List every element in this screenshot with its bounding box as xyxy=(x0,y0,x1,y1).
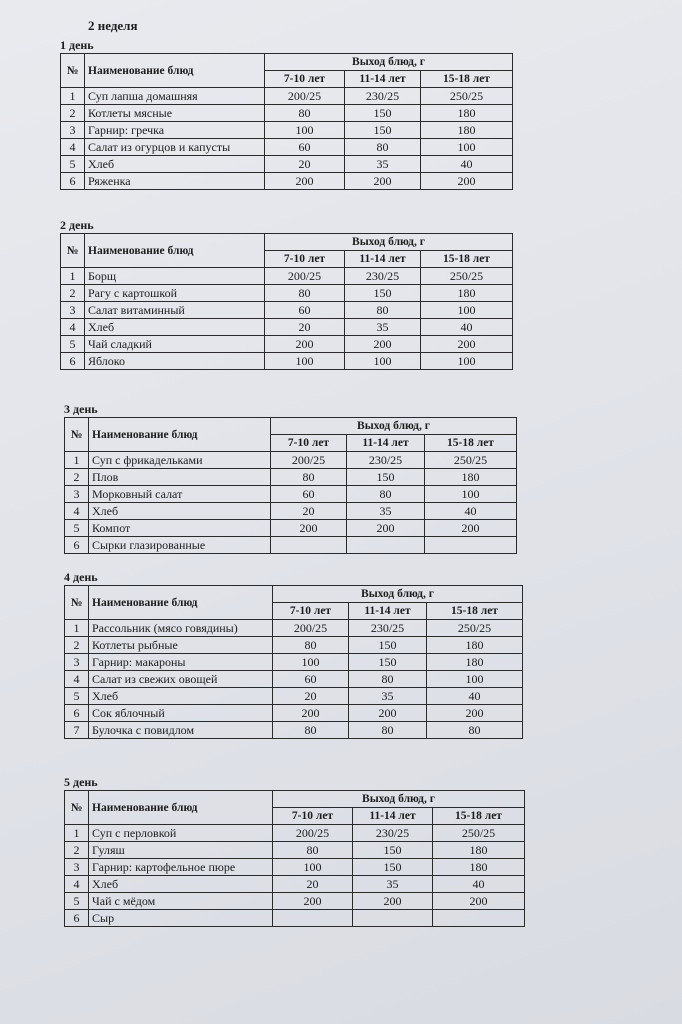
row-number: 2 xyxy=(65,637,89,654)
header-num: № xyxy=(65,586,89,620)
table-row xyxy=(61,336,513,353)
table-row xyxy=(61,319,513,336)
portion-11-14: 100 xyxy=(345,353,421,370)
portion-11-14: 230/25 xyxy=(345,88,421,105)
portion-11-14: 150 xyxy=(349,637,427,654)
portion-11-14: 230/25 xyxy=(353,825,433,842)
row-number: 3 xyxy=(61,302,85,319)
portion-7-10: 100 xyxy=(265,122,345,139)
header-output: Выход блюд, г xyxy=(271,418,517,435)
table-row xyxy=(65,637,523,654)
row-number: 4 xyxy=(65,876,89,893)
portion-15-18: 40 xyxy=(421,319,513,336)
table-row xyxy=(65,520,517,537)
portion-11-14: 35 xyxy=(353,876,433,893)
dish-name: Гарнир: картофельное пюре xyxy=(89,859,273,876)
header-age-11-14: 11-14 лет xyxy=(345,71,421,88)
row-number: 1 xyxy=(61,268,85,285)
table-row xyxy=(65,537,517,554)
portion-15-18: 200 xyxy=(425,520,517,537)
menu-table xyxy=(60,53,513,190)
header-age-15-18: 15-18 лет xyxy=(433,808,525,825)
row-number: 5 xyxy=(65,520,89,537)
portion-7-10: 100 xyxy=(265,353,345,370)
header-row xyxy=(65,418,517,435)
portion-15-18: 200 xyxy=(421,336,513,353)
portion-15-18: 100 xyxy=(427,671,523,688)
portion-15-18 xyxy=(425,537,517,554)
portion-7-10: 200/25 xyxy=(273,620,349,637)
menu-table xyxy=(60,233,513,370)
header-name: Наименование блюд xyxy=(89,791,273,825)
dish-name: Суп с фрикадельками xyxy=(89,452,271,469)
portion-11-14: 150 xyxy=(345,285,421,302)
portion-7-10: 200 xyxy=(271,520,347,537)
portion-15-18: 250/25 xyxy=(427,620,523,637)
dish-name: Хлеб xyxy=(85,319,265,336)
dish-name: Сыр xyxy=(89,910,273,927)
table-row xyxy=(65,620,523,637)
row-number: 1 xyxy=(65,452,89,469)
header-output: Выход блюд, г xyxy=(265,234,513,251)
table-row xyxy=(61,285,513,302)
portion-7-10: 80 xyxy=(273,637,349,654)
dish-name: Салат из свежих овощей xyxy=(89,671,273,688)
dish-name: Чай сладкий xyxy=(85,336,265,353)
portion-7-10: 200/25 xyxy=(271,452,347,469)
portion-15-18: 200 xyxy=(427,705,523,722)
portion-11-14: 80 xyxy=(345,302,421,319)
day-section xyxy=(64,775,525,927)
portion-15-18 xyxy=(433,910,525,927)
day-title: 2 день xyxy=(60,218,94,232)
portion-11-14: 200 xyxy=(353,893,433,910)
header-age-7-10: 7-10 лет xyxy=(265,251,345,268)
portion-7-10: 60 xyxy=(271,486,347,503)
header-num: № xyxy=(61,54,85,88)
portion-15-18: 40 xyxy=(425,503,517,520)
portion-15-18: 40 xyxy=(427,688,523,705)
portion-11-14: 150 xyxy=(353,842,433,859)
portion-15-18: 180 xyxy=(425,469,517,486)
header-output: Выход блюд, г xyxy=(265,54,513,71)
dish-name: Плов xyxy=(89,469,271,486)
portion-7-10: 200 xyxy=(273,893,353,910)
header-row xyxy=(61,54,513,71)
table-row xyxy=(61,105,513,122)
portion-11-14: 230/25 xyxy=(347,452,425,469)
portion-11-14: 200 xyxy=(349,705,427,722)
header-name: Наименование блюд xyxy=(89,586,273,620)
day-section xyxy=(60,218,513,370)
portion-11-14: 80 xyxy=(347,486,425,503)
portion-15-18: 200 xyxy=(433,893,525,910)
row-number: 4 xyxy=(61,139,85,156)
table-row xyxy=(65,893,525,910)
header-row xyxy=(65,586,523,603)
table-row xyxy=(65,722,523,739)
row-number: 3 xyxy=(65,859,89,876)
day-section xyxy=(64,402,517,554)
portion-11-14: 80 xyxy=(345,139,421,156)
table-row xyxy=(61,88,513,105)
menu-table xyxy=(64,417,517,554)
header-age-15-18: 15-18 лет xyxy=(427,603,523,620)
dish-name: Гарнир: макароны xyxy=(89,654,273,671)
table-row xyxy=(65,671,523,688)
portion-15-18: 180 xyxy=(433,842,525,859)
header-age-11-14: 11-14 лет xyxy=(345,251,421,268)
dish-name: Рагу с картошкой xyxy=(85,285,265,302)
portion-11-14: 150 xyxy=(347,469,425,486)
table-row xyxy=(61,353,513,370)
row-number: 2 xyxy=(65,842,89,859)
menu-table xyxy=(64,585,523,739)
menu-table xyxy=(64,790,525,927)
row-number: 5 xyxy=(61,336,85,353)
row-number: 4 xyxy=(65,671,89,688)
portion-15-18: 180 xyxy=(421,285,513,302)
row-number: 2 xyxy=(61,285,85,302)
row-number: 6 xyxy=(65,910,89,927)
portion-15-18: 250/25 xyxy=(425,452,517,469)
portion-7-10: 60 xyxy=(273,671,349,688)
header-num: № xyxy=(61,234,85,268)
dish-name: Чай с мёдом xyxy=(89,893,273,910)
row-number: 5 xyxy=(61,156,85,173)
dish-name: Хлеб xyxy=(85,156,265,173)
portion-15-18: 250/25 xyxy=(421,88,513,105)
portion-15-18: 180 xyxy=(427,637,523,654)
day-title: 1 день xyxy=(60,38,94,52)
dish-name: Борщ xyxy=(85,268,265,285)
dish-name: Котлеты мясные xyxy=(85,105,265,122)
dish-name: Суп с перловкой xyxy=(89,825,273,842)
portion-11-14: 200 xyxy=(345,173,421,190)
header-name: Наименование блюд xyxy=(85,234,265,268)
portion-15-18: 250/25 xyxy=(421,268,513,285)
portion-7-10: 20 xyxy=(265,156,345,173)
dish-name: Хлеб xyxy=(89,876,273,893)
dish-name: Сырки глазированные xyxy=(89,537,271,554)
row-number: 1 xyxy=(65,620,89,637)
row-number: 6 xyxy=(65,537,89,554)
dish-name: Котлеты рыбные xyxy=(89,637,273,654)
header-age-15-18: 15-18 лет xyxy=(421,71,513,88)
portion-15-18: 100 xyxy=(421,302,513,319)
row-number: 7 xyxy=(65,722,89,739)
portion-15-18: 180 xyxy=(421,105,513,122)
dish-name: Хлеб xyxy=(89,688,273,705)
header-age-11-14: 11-14 лет xyxy=(347,435,425,452)
portion-11-14: 35 xyxy=(345,319,421,336)
day-section xyxy=(60,38,513,190)
table-row xyxy=(61,268,513,285)
portion-7-10: 60 xyxy=(265,302,345,319)
header-row xyxy=(65,791,525,808)
header-name: Наименование блюд xyxy=(85,54,265,88)
portion-7-10: 80 xyxy=(265,105,345,122)
header-num: № xyxy=(65,418,89,452)
portion-7-10: 200/25 xyxy=(265,268,345,285)
portion-15-18: 200 xyxy=(421,173,513,190)
header-row xyxy=(61,234,513,251)
table-row xyxy=(65,859,525,876)
row-number: 3 xyxy=(65,486,89,503)
portion-7-10: 20 xyxy=(273,876,353,893)
portion-7-10: 60 xyxy=(265,139,345,156)
portion-7-10: 200/25 xyxy=(265,88,345,105)
portion-7-10: 100 xyxy=(273,859,353,876)
portion-7-10: 80 xyxy=(271,469,347,486)
table-row xyxy=(65,842,525,859)
portion-7-10: 80 xyxy=(265,285,345,302)
portion-7-10: 80 xyxy=(273,722,349,739)
portion-11-14: 80 xyxy=(349,671,427,688)
portion-7-10: 20 xyxy=(273,688,349,705)
header-age-7-10: 7-10 лет xyxy=(273,603,349,620)
dish-name: Гуляш xyxy=(89,842,273,859)
portion-11-14: 200 xyxy=(347,520,425,537)
week-title: 2 неделя xyxy=(88,18,138,33)
row-number: 1 xyxy=(65,825,89,842)
row-number: 2 xyxy=(61,105,85,122)
header-age-7-10: 7-10 лет xyxy=(273,808,353,825)
header-age-7-10: 7-10 лет xyxy=(265,71,345,88)
portion-11-14 xyxy=(347,537,425,554)
row-number: 3 xyxy=(61,122,85,139)
table-row xyxy=(65,825,525,842)
portion-7-10: 200 xyxy=(265,173,345,190)
portion-11-14: 35 xyxy=(345,156,421,173)
table-row xyxy=(65,688,523,705)
portion-15-18: 100 xyxy=(425,486,517,503)
portion-11-14: 230/25 xyxy=(345,268,421,285)
portion-15-18: 100 xyxy=(421,139,513,156)
dish-name: Яблоко xyxy=(85,353,265,370)
table-row xyxy=(61,173,513,190)
row-number: 3 xyxy=(65,654,89,671)
day-section xyxy=(64,570,523,739)
table-row xyxy=(65,452,517,469)
header-output: Выход блюд, г xyxy=(273,791,525,808)
dish-name: Рассольник (мясо говядины) xyxy=(89,620,273,637)
table-row xyxy=(61,122,513,139)
row-number: 6 xyxy=(61,353,85,370)
row-number: 5 xyxy=(65,688,89,705)
header-name: Наименование блюд xyxy=(89,418,271,452)
portion-15-18: 40 xyxy=(421,156,513,173)
dish-name: Салат витаминный xyxy=(85,302,265,319)
dish-name: Морковный салат xyxy=(89,486,271,503)
dish-name: Булочка с повидлом xyxy=(89,722,273,739)
portion-11-14: 150 xyxy=(345,105,421,122)
row-number: 4 xyxy=(61,319,85,336)
portion-7-10: 80 xyxy=(273,842,353,859)
portion-15-18: 180 xyxy=(433,859,525,876)
row-number: 6 xyxy=(61,173,85,190)
portion-7-10: 20 xyxy=(265,319,345,336)
table-row xyxy=(65,503,517,520)
header-age-11-14: 11-14 лет xyxy=(349,603,427,620)
portion-15-18: 180 xyxy=(421,122,513,139)
portion-7-10: 200/25 xyxy=(273,825,353,842)
portion-11-14: 35 xyxy=(347,503,425,520)
portion-7-10 xyxy=(273,910,353,927)
row-number: 5 xyxy=(65,893,89,910)
portion-11-14 xyxy=(353,910,433,927)
dish-name: Салат из огурцов и капусты xyxy=(85,139,265,156)
portion-15-18: 180 xyxy=(427,654,523,671)
row-number: 6 xyxy=(65,705,89,722)
day-title: 5 день xyxy=(64,775,98,789)
portion-15-18: 80 xyxy=(427,722,523,739)
header-age-7-10: 7-10 лет xyxy=(271,435,347,452)
row-number: 2 xyxy=(65,469,89,486)
header-output: Выход блюд, г xyxy=(273,586,523,603)
dish-name: Хлеб xyxy=(89,503,271,520)
dish-name: Суп лапша домашняя xyxy=(85,88,265,105)
table-row xyxy=(61,156,513,173)
table-row xyxy=(65,486,517,503)
portion-11-14: 80 xyxy=(349,722,427,739)
day-title: 3 день xyxy=(64,402,98,416)
header-age-15-18: 15-18 лет xyxy=(425,435,517,452)
row-number: 4 xyxy=(65,503,89,520)
table-row xyxy=(65,910,525,927)
portion-7-10: 100 xyxy=(273,654,349,671)
portion-7-10: 20 xyxy=(271,503,347,520)
dish-name: Ряженка xyxy=(85,173,265,190)
portion-7-10: 200 xyxy=(265,336,345,353)
portion-7-10 xyxy=(271,537,347,554)
table-row xyxy=(65,876,525,893)
table-row xyxy=(65,469,517,486)
header-num: № xyxy=(65,791,89,825)
portion-11-14: 150 xyxy=(353,859,433,876)
portion-15-18: 250/25 xyxy=(433,825,525,842)
portion-11-14: 230/25 xyxy=(349,620,427,637)
portion-15-18: 100 xyxy=(421,353,513,370)
header-age-11-14: 11-14 лет xyxy=(353,808,433,825)
portion-7-10: 200 xyxy=(273,705,349,722)
dish-name: Сок яблочный xyxy=(89,705,273,722)
dish-name: Компот xyxy=(89,520,271,537)
table-row xyxy=(61,139,513,156)
table-row xyxy=(61,302,513,319)
table-row xyxy=(65,654,523,671)
portion-15-18: 40 xyxy=(433,876,525,893)
header-age-15-18: 15-18 лет xyxy=(421,251,513,268)
portion-11-14: 150 xyxy=(349,654,427,671)
day-title: 4 день xyxy=(64,570,98,584)
portion-11-14: 150 xyxy=(345,122,421,139)
portion-11-14: 200 xyxy=(345,336,421,353)
portion-11-14: 35 xyxy=(349,688,427,705)
dish-name: Гарнир: гречка xyxy=(85,122,265,139)
table-row xyxy=(65,705,523,722)
row-number: 1 xyxy=(61,88,85,105)
